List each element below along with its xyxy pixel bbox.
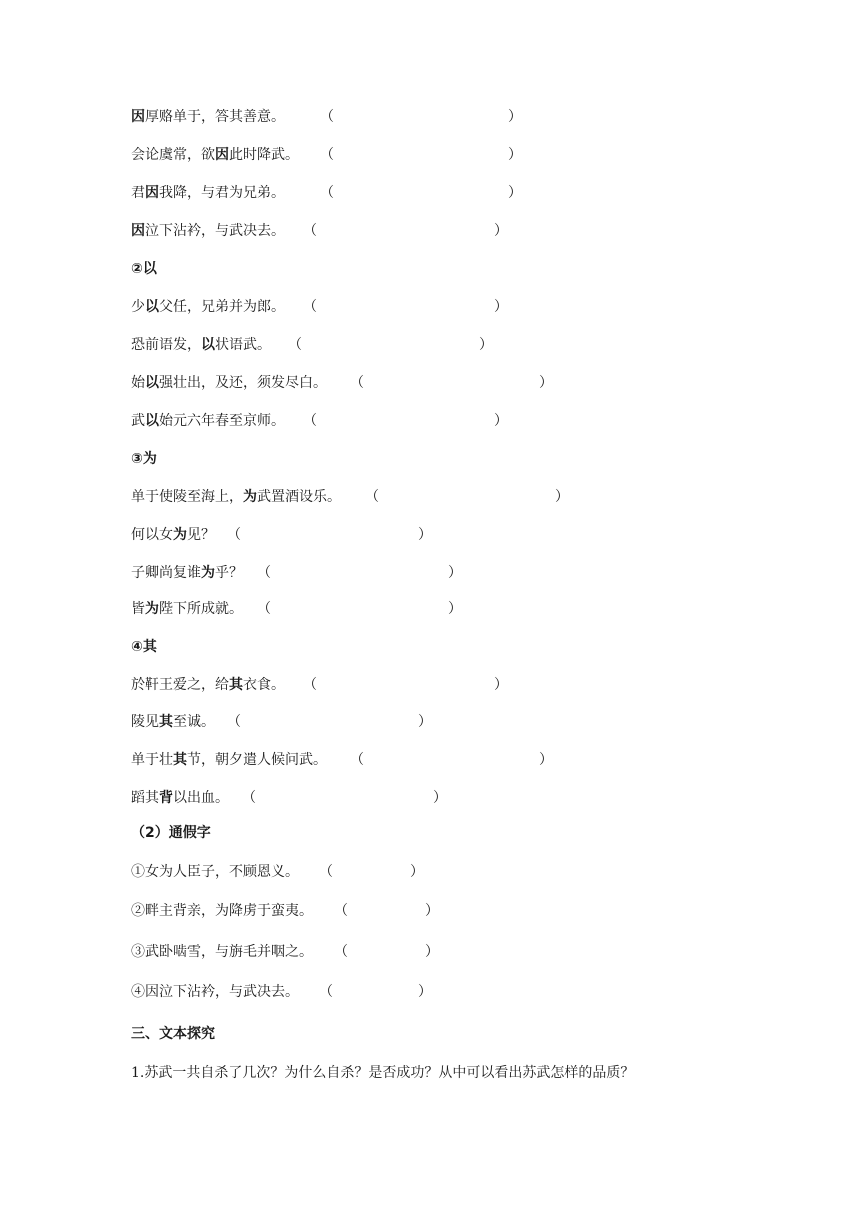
close-paren: ） [555,489,569,505]
open-paren: （ [227,527,241,543]
close-paren: ） [508,109,522,125]
item-line: 会论虞常，欲因此时降武。 [131,147,299,163]
item-line: 皆为陛下所成就。 [131,601,243,617]
item-line: 陵见其至诚。 [131,714,215,730]
item-line: 单于壮其节，朝夕遣人候问武。 [131,752,327,768]
item-line: 於靬王爱之，给其衣食。 [131,677,285,693]
close-paren: ） [508,185,522,201]
item-line: 子卿尚复谁为乎？ [131,565,243,581]
close-paren: ） [418,984,432,1000]
item-line: ④因泣下沾衿，与武决去。 [131,984,299,1000]
close-paren: ） [418,527,432,543]
close-paren: ） [448,601,462,617]
open-paren: （ [303,677,317,693]
section-heading: ②以 [131,261,157,277]
item-line: 少以父任，兄弟并为郎。 [131,299,285,315]
open-paren: （ [303,413,317,429]
section-heading: ④其 [131,639,157,655]
open-paren: （ [319,984,333,1000]
open-paren: （ [257,565,271,581]
open-paren: （ [350,752,364,768]
item-line: ②畔主背亲，为降虏于蛮夷。 [131,903,313,919]
close-paren: ） [448,565,462,581]
open-paren: （ [334,944,348,960]
close-paren: ） [494,223,508,239]
open-paren: （ [350,375,364,391]
item-line: 因泣下沾衿，与武决去。 [131,223,285,239]
item-line: 蹈其背以出血。 [131,790,229,806]
item-line: 君因我降，与君为兄弟。 [131,185,285,201]
open-paren: （ [257,601,271,617]
section-heading: 三、文本探究 [131,1026,215,1042]
item-line: ③武卧啮雪，与旃毛并咽之。 [131,944,313,960]
open-paren: （ [320,147,334,163]
close-paren: ） [418,714,432,730]
item-line: 始以强壮出，及还，须发尽白。 [131,375,327,391]
item-line: 因厚赂单于，答其善意。 [131,109,285,125]
open-paren: （ [334,903,348,919]
item-line: 恐前语发，以状语武。 [131,337,271,353]
item-line: ①女为人臣子，不顾恩义。 [131,864,299,880]
open-paren: （ [242,790,256,806]
open-paren: （ [320,185,334,201]
close-paren: ） [425,903,439,919]
item-line: 单于使陵至海上，为武置酒设乐。 [131,489,341,505]
section-heading: （2）通假字 [131,825,211,841]
item-line: 何以女为见？ [131,527,215,543]
open-paren: （ [303,223,317,239]
close-paren: ） [539,375,553,391]
close-paren: ） [494,677,508,693]
close-paren: ） [410,864,424,880]
close-paren: ） [494,299,508,315]
item-line: 武以始元六年春至京师。 [131,413,285,429]
close-paren: ） [508,147,522,163]
open-paren: （ [288,337,302,353]
close-paren: ） [494,413,508,429]
question-line: 1.苏武一共自杀了几次？为什么自杀？是否成功？从中可以看出苏武怎样的品质？ [131,1065,635,1081]
open-paren: （ [365,489,379,505]
close-paren: ） [539,752,553,768]
close-paren: ） [479,337,493,353]
close-paren: ） [433,790,447,806]
close-paren: ） [425,944,439,960]
open-paren: （ [319,864,333,880]
open-paren: （ [320,109,334,125]
section-heading: ③为 [131,451,157,467]
open-paren: （ [227,714,241,730]
open-paren: （ [303,299,317,315]
